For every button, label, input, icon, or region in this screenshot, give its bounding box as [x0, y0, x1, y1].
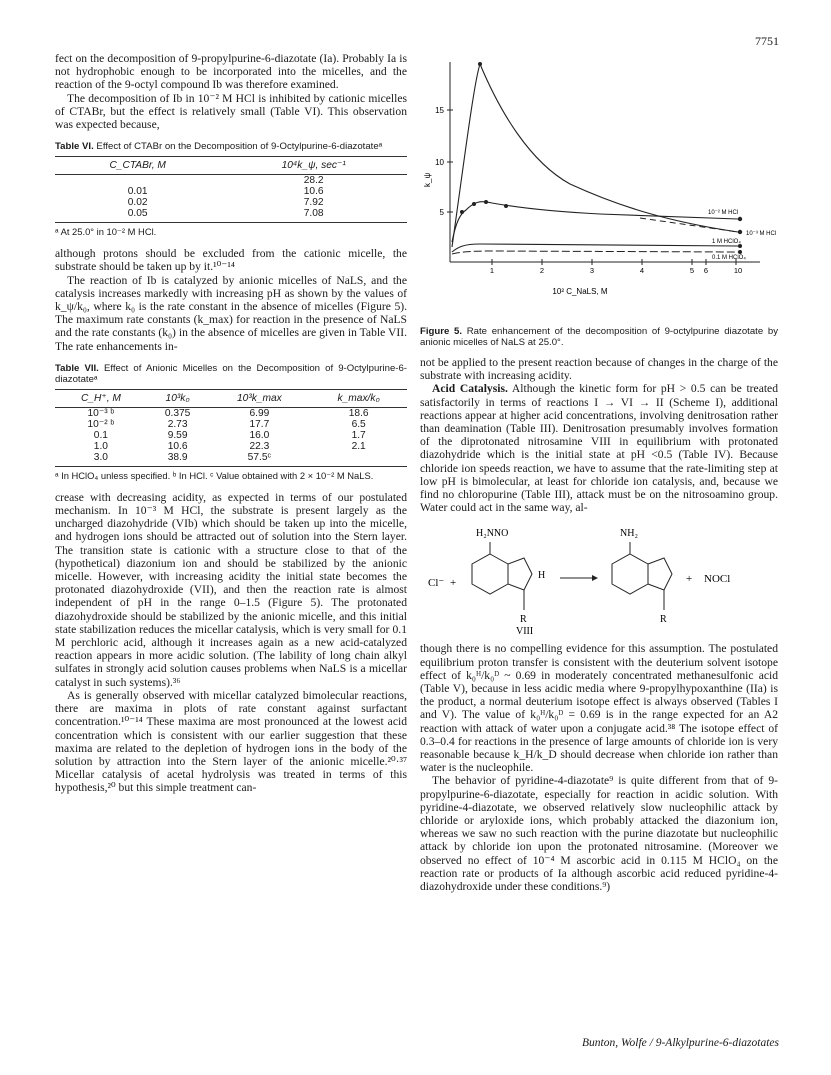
table-cell: 6.99: [249, 407, 270, 419]
figure5-plot: [420, 52, 778, 322]
leaving-group: NOCl: [704, 573, 731, 586]
table-row: [55, 452, 407, 467]
table-row: [55, 186, 407, 197]
substituent: R: [660, 614, 667, 626]
table-cell: 10.6: [303, 186, 324, 198]
paragraph: not be applied to the present reaction because of changes in the charge of the substrate with increasing acidity.: [420, 356, 778, 383]
reactant-group: H₂NNO: [476, 528, 509, 540]
x-axis-label: 10² C_NaLS, M: [552, 287, 608, 296]
table-cell: 0.01: [127, 186, 148, 198]
table-cell: 10⁻³ ᵇ: [87, 407, 115, 419]
table-cell: [310, 452, 407, 467]
table-header: C_H⁺, M: [55, 389, 147, 407]
table-row: [55, 441, 407, 452]
data-point: [738, 250, 742, 254]
paragraph: The decomposition of Ib in 10⁻² M HCl is inhibited by cationic micelles of CTABr, but the effect is relatively small (Table VI). This observation was expected because,: [55, 91, 407, 132]
series-label-2: 10⁻² M HCl: [708, 210, 739, 216]
table-header: 10³k₀: [147, 389, 209, 407]
table-cell: 1.0: [93, 440, 108, 452]
pyrimidine-ring: [472, 554, 508, 594]
series-label-1: 10⁻³ M HCl: [746, 231, 777, 237]
table7-caption-text: Effect of Anionic Micelles on the Decomposition of 9-Octylpurine-6-diazotateᵃ: [55, 362, 408, 385]
figure5: [420, 52, 778, 322]
y-tick-label: 10: [435, 158, 444, 167]
scheme-drawing: [420, 518, 778, 636]
table-cell: 38.9: [147, 452, 209, 467]
table6-caption-text: Effect of CTABr on the Decomposition of 9-Octylpurine-6-diazotateᵃ: [96, 141, 383, 153]
series-line-3: [452, 244, 738, 252]
paragraph: The behavior of pyridine-4-diazotate⁹ is quite different from that of 9-propylpurine-6-diazotate, especially for reaction in acidic solution. With pyridine-4-diazotate, we observed relatively slow nucleophilic attack by chloride or aryloxide ions, which probably attacked the diazonium ion, whereas we saw no such reaction with the purine diazotate but nucleophilic attack by chloride ion upon the protonated nitrosamine. (Moreover we observed no effect of 10⁻⁴ M ascorbic acid in 0.115 M HClO₄ on the reaction rate or products of Ia although ascorbic acid reduced pyridine-4-diazohydroxide under these conditions.⁹): [420, 774, 778, 894]
paragraph: crease with decreasing acidity, as expected in terms of our postulated mechanism. In 10⁻³ M HCl, the substrate is present largely as the uncharged diazohydride (VIb) which should be taken up into the micelle, and hydrogen ions should be attracted out of solution into the Stern layer. The transition state is cationic with a structure close to that of the (hypothetical) diazonium ion and should be stabilized by the anionic micelle. However, with increasing acidity the initial state becomes the protonated diazohydroxide (VII), and then the reaction rate is almost independent of pH in the range 0–1.5 (Figure 5). The protonated diazohydroxide should be stabilized by the anionic micelle, and this initial state stabilization reduces the micellar catalysis, which is very small for 0.1 M perchloric acid, although it increases again as a new acid-catalyzed reaction appears in more acidic solution. (The lability of long chain alkyl sulfates in strongly acid solution causes problems when NaLS is a micellar catalyst in such systems).³⁶: [55, 490, 407, 689]
y-axis-label: k_ψ: [423, 172, 432, 187]
table-cell: 28.2: [303, 175, 324, 187]
table-row: [55, 419, 407, 430]
table-row: [55, 430, 407, 441]
table-header: k_max/k₀: [310, 389, 407, 407]
table-cell: 3.0: [55, 452, 147, 467]
data-point: [484, 200, 488, 204]
left-column: [55, 52, 407, 795]
series-line-1: [452, 64, 738, 247]
table6-footnote: ᵃ At 25.0° in 10⁻² M HCl.: [55, 226, 157, 238]
table7-caption: [55, 363, 407, 385]
product-group: NH₂: [620, 528, 638, 540]
table-cell: 0.05: [55, 208, 220, 223]
table-cell: 0.1: [93, 429, 108, 441]
paragraph: As is generally observed with micellar catalyzed bimolecular reactions, there are maxima in plots of rate constant against surfactant concentration.¹⁰⁻¹⁴ These maxima are most pronounced at the lowest acid concentration which is consistent with our earlier suggestion that these maxima are related to the depletion of hydrogen ions in the body of the solution by attraction into the Stern layer of the anionic micelle.²⁰·³⁷ Micellar catalysis of acetal hydrolysis was treated in terms of this hypothesis,²⁰ but this simple treatment can-: [55, 688, 407, 795]
paragraph-acid-catalysis: [420, 382, 778, 514]
chloride-ion: Cl⁻: [428, 577, 445, 590]
paragraph-text: Although the kinetic form for pH > 0.5 can be treated satisfactorily in terms of reactions I → VI → II (Scheme I), additional reactions appear at higher acid concentrations, involving denitrosation rather than deamination (Table III). Denitrosation presumably involves formation of the diprotonated nitrosamine VIII in equilibrium with protonated diazohydride which is the initial state at pH <0.5 (Table IV). Because chloride ion speeds reaction, we have to assume that the rate-limiting step at low pH is bimolecular, at least for chloride ion catalysis, and, because we find no chloropurine (Table III), attack must be on the nitrosoamino group. Water could act in the same way, al-: [420, 382, 778, 515]
table-cell: 6.5: [351, 418, 366, 430]
series-label-3: 1 M HClO₄: [712, 239, 741, 245]
table-cell: 9.59: [167, 429, 188, 441]
x-tick-label: 3: [589, 266, 595, 275]
x-tick-label: 2: [539, 266, 545, 275]
table-header: 10³k_max: [208, 389, 310, 407]
x-tick-label: 10: [733, 266, 743, 275]
table-cell: 18.6: [348, 407, 369, 419]
plus-sign: +: [686, 573, 693, 586]
table-row: [55, 175, 407, 187]
figure5-caption: [420, 326, 778, 348]
series-line-4: [452, 251, 738, 254]
hydrogen: H: [538, 570, 546, 582]
table-cell: 0.02: [127, 197, 148, 209]
table-row: [55, 407, 407, 419]
table-row: [55, 197, 407, 208]
table7-footnote: ᵃ In HClO₄ unless specified. ᵇ In HCl. ᶜ Value obtained with 2 × 10⁻² M NaLS.: [55, 469, 374, 481]
compound-label: VIII: [516, 626, 534, 637]
data-point: [738, 217, 742, 221]
table7: [55, 389, 407, 467]
arrow-head: [592, 575, 598, 581]
table-cell: 1.7: [351, 429, 366, 441]
plus-sign: +: [450, 577, 457, 590]
table-cell: 2.1: [351, 440, 366, 452]
y-tick-label: 15: [435, 106, 444, 115]
paragraph: though there is no compelling evidence for this assumption. The postulated equilibrium proton transfer is consistent with the deuterium solvent isotope effect of k₀ᴴ/k₀ᴰ ~ 0.69 in moderately concentrated methanesulfonic acid (Table V), because in less acidic media where 9-propylhypoxanthine (IIa) is the product, a normal deuterium isotope effect is always observed (Tables I and V). The value of k₀ᴴ/k₀ᴰ = 0.69 is in the range expected for an A2 reaction with attack of water upon a conjugate acid.³⁸ The isotope effect of 0.3–0.4 for reactions in the presence of large amounts of chloride ion is very reasonable because k_H/k_D should decrease when chloride ion rather than water is the nucleophile.: [420, 642, 778, 775]
figure5-label: Figure 5.: [420, 326, 463, 337]
table6-label: Table VI.: [55, 141, 94, 153]
table-cell: 57.5ᶜ: [208, 452, 310, 467]
data-point: [472, 202, 476, 206]
y-tick-label: 5: [439, 208, 444, 217]
table-cell: 10⁻² ᵇ: [87, 418, 115, 430]
series-label-4: 0.1 M HClO₄: [712, 255, 746, 261]
right-column: [420, 52, 778, 893]
x-tick-label: 1: [489, 266, 495, 275]
section-heading: Acid Catalysis.: [432, 382, 508, 396]
table-header: 10⁴k_ψ, sec⁻¹: [220, 157, 407, 175]
table-row: [55, 208, 407, 223]
paragraph: although protons should be excluded from the cationic micelle, the substrate should be taken up by it.¹⁰⁻¹⁴: [55, 247, 407, 274]
pyrimidine-ring: [612, 554, 648, 594]
running-footer: Bunton, Wolfe / 9-Alkylpurine-6-diazotates: [582, 1037, 779, 1049]
table-cell: 16.0: [249, 429, 270, 441]
table-cell: 17.7: [249, 418, 270, 430]
table-cell: 7.92: [303, 197, 324, 209]
page-number: 7751: [755, 34, 779, 48]
series-line-2: [452, 202, 738, 242]
table-cell: [55, 175, 220, 187]
paragraph: fect on the decomposition of 9-propylpurine-6-diazotate (Ia). Probably Ia is not hydrophobic enough to be incorporated into the micelles, and the reaction of the 9-octyl compound Ib was therefore examined.: [55, 52, 407, 92]
paragraph: The reaction of Ib is catalyzed by anionic micelles of NaLS, and the catalysis increases markedly with increasing pH as shown by the values of k_ψ/k₀, where k₀ is the rate constant in the absence of micelles (Figure 5). The maximum rate constants (k_max) for reaction in the presence of NaLS and the rate constants (k₀) in the absence of micelles are given in Table VII. The rate enhancements in-: [55, 273, 407, 353]
imidazole-ring: [648, 558, 672, 590]
series-line-1-dashed: [640, 218, 738, 232]
imidazole-ring: [508, 558, 532, 590]
data-point: [460, 210, 464, 214]
table-cell: 2.73: [167, 418, 188, 430]
x-tick-label: 4: [639, 266, 645, 275]
x-tick-label: 5: [689, 266, 695, 275]
table-cell: 0.375: [164, 407, 191, 419]
table-cell: 7.08: [220, 208, 407, 223]
reaction-scheme: [420, 518, 778, 636]
data-point: [738, 230, 742, 234]
table-cell: 10.6: [167, 440, 188, 452]
x-tick-label: 6: [703, 266, 709, 275]
table6: [55, 156, 407, 223]
table7-label: Table VII.: [55, 362, 99, 374]
table-header: C_CTABr, M: [55, 157, 220, 175]
substituent: R: [520, 614, 527, 626]
table-cell: 22.3: [249, 440, 270, 452]
table6-caption: [55, 141, 407, 152]
figure5-caption-text: Rate enhancement of the decomposition of 9-octylpurine diazotate by anionic micelles of NaLS at 25.0°.: [420, 326, 778, 348]
data-point: [478, 62, 482, 66]
data-point: [504, 204, 508, 208]
